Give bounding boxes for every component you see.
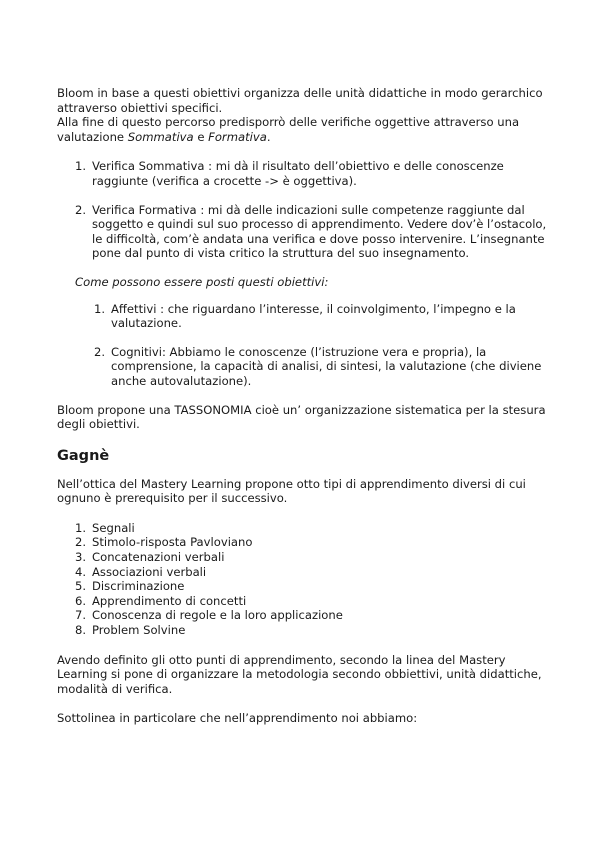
list-item-number: 1. [94, 301, 106, 316]
list-item-number: 1. [75, 159, 87, 174]
list-item-number: 3. [75, 550, 87, 565]
intro-text-pre: Alla fine di questo percorso predisporrò delle verifiche oggettive attraverso una valutazione [57, 115, 520, 144]
intro-em-formativa: Formativa [208, 129, 267, 144]
list-item-text: Cognitivi: Abbiamo le conoscenze (l’istruzione vera e propria), la comprensione, la capacità di analisi, di sintesi, la valutazione (che diviene anche autovalutazione). [111, 344, 542, 388]
intro-text-mid: e [193, 129, 209, 144]
list-item [94, 302, 547, 331]
verifiche-list [75, 159, 547, 261]
obiettivi-heading: Come possono essere posti questi obiettivi: [75, 274, 329, 289]
list-item-number: 7. [75, 608, 87, 623]
list-item-number: 6. [75, 593, 87, 608]
sottolinea-paragraph: Sottolinea in particolare che nell’apprendimento noi abbiamo: [57, 711, 418, 726]
list-item-text: Affettivi : che riguardano l’interesse, il coinvolgimento, l’impegno e la valutazione. [111, 301, 516, 331]
list-item [75, 594, 547, 609]
list-item-text: Concatenazioni verbali [92, 550, 225, 565]
list-item-text: Segnali [92, 520, 135, 535]
conclusione-paragraph: Avendo definito gli otto punti di apprendimento, secondo la linea del Mastery Learning si pone di organizzare la metodologia secondo obbiettivi, unità didattiche, modalità di verifica. [57, 652, 542, 696]
list-item-number: 1. [75, 520, 87, 535]
list-item-number: 5. [75, 579, 87, 594]
list-item [75, 565, 547, 580]
list-item [75, 535, 547, 550]
list-item-number: 2. [75, 202, 87, 217]
list-item [94, 345, 547, 389]
intro-paragraph [57, 86, 547, 144]
list-item-text: Apprendimento di concetti [92, 593, 247, 608]
apprendimento-list [75, 521, 547, 638]
list-item [75, 550, 547, 565]
list-item [75, 203, 547, 261]
intro-line-verifiche [57, 115, 547, 144]
list-item-text: Associazioni verbali [92, 564, 207, 579]
list-item-text: Discriminazione [92, 579, 185, 594]
list-item [75, 579, 547, 594]
list-item [75, 623, 547, 638]
list-item-text: Stimolo-risposta Pavloviano [92, 535, 253, 550]
section-title-gagne: Gagnè [57, 447, 110, 464]
list-item-number: 8. [75, 623, 87, 638]
list-item-text: Verifica Formativa : mi dà delle indicazioni sulle competenze raggiunte dal soggetto e quindi sul suo processo di apprendimento. Vedere dov’è l’ostacolo, le difficoltà, com’è andata una verifica e dove posso intervenire. L’insegnante pone dal punto di vista critico la struttura del suo insegnamento. [92, 202, 547, 261]
intro-line-bloom: Bloom in base a questi obiettivi organizza delle unità didattiche in modo gerarchico attraverso obiettivi specifici. [57, 86, 543, 115]
document-page [57, 86, 547, 741]
list-item-number: 2. [75, 535, 87, 550]
list-item-text: Conoscenza di regole e la loro applicazione [92, 608, 343, 623]
list-item [75, 608, 547, 623]
obiettivi-list [94, 302, 547, 389]
list-item [75, 521, 547, 536]
intro-text-post: . [266, 129, 271, 144]
list-item-number: 2. [94, 344, 106, 359]
list-item [75, 159, 547, 188]
intro-em-sommativa: Sommativa [127, 129, 194, 144]
list-item-text: Verifica Sommativa : mi dà il risultato dell’obiettivo e delle conoscenze raggiunte (verifica a crocette -> è oggettiva). [92, 159, 504, 188]
tassonomia-paragraph: Bloom propone una TASSONOMIA cioè un’ organizzazione sistematica per la stesura degli obiettivi. [57, 402, 546, 432]
list-item-number: 4. [75, 564, 87, 579]
list-item-text: Problem Solvine [92, 623, 186, 638]
gagne-intro-paragraph: Nell’ottica del Mastery Learning propone otto tipi di apprendimento diversi di cui ognuno è prerequisito per il successivo. [57, 476, 526, 506]
